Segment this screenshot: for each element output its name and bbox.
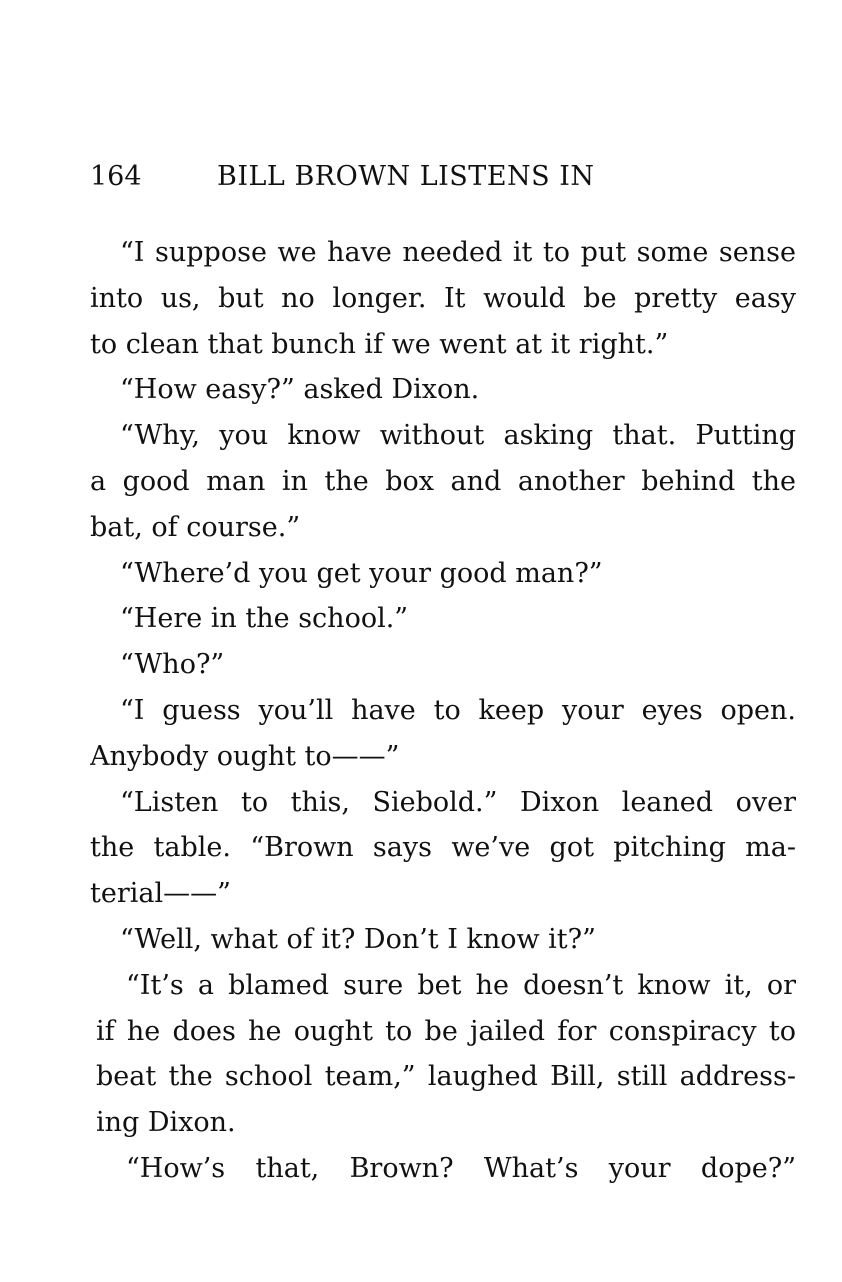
text-line: “Why, you know without asking that. Putting — [120, 420, 796, 452]
text-line: “Well, what of it? Don’t I know it?” — [120, 923, 596, 955]
text-line: to clean that bunch if we went at it right.” — [90, 328, 669, 360]
text-line: into us, but no longer. It would be pretty easy — [90, 282, 796, 314]
text-line: Anybody ought to——” — [90, 740, 400, 772]
running-title: BILL BROWN LISTENS IN — [217, 161, 595, 192]
text-line: “How easy?” asked Dixon. — [120, 374, 480, 406]
text-line: “Where’d you get your good man?” — [120, 557, 603, 589]
text-line: “Who?” — [120, 649, 225, 681]
text-line: “It’s a blamed sure bet he doesn’t know it, or — [126, 969, 796, 1001]
text-line: beat the school team,” laughed Bill, still address- — [96, 1061, 796, 1093]
text-line: if he does he ought to be jailed for conspiracy to — [96, 1015, 796, 1047]
page-header — [90, 157, 710, 197]
text-line: “I suppose we have needed it to put some sense — [120, 237, 796, 268]
text-line: the table. “Brown says we’ve got pitching ma- — [90, 832, 796, 864]
text-line: bat, of course.” — [90, 511, 301, 543]
body-text — [90, 230, 796, 1192]
text-line: a good man in the box and another behind the — [90, 465, 796, 497]
page-number: 164 — [90, 161, 142, 192]
text-line: “Listen to this, Siebold.” Dixon leaned over — [120, 786, 796, 818]
text-line: “Here in the school.” — [120, 603, 409, 635]
text-line: ing Dixon. — [96, 1107, 236, 1139]
text-line: terial——” — [90, 878, 231, 910]
text-line: “How’s that, Brown? What’s your dope?” — [126, 1152, 796, 1184]
text-line: “I guess you’ll have to keep your eyes open. — [120, 694, 796, 726]
